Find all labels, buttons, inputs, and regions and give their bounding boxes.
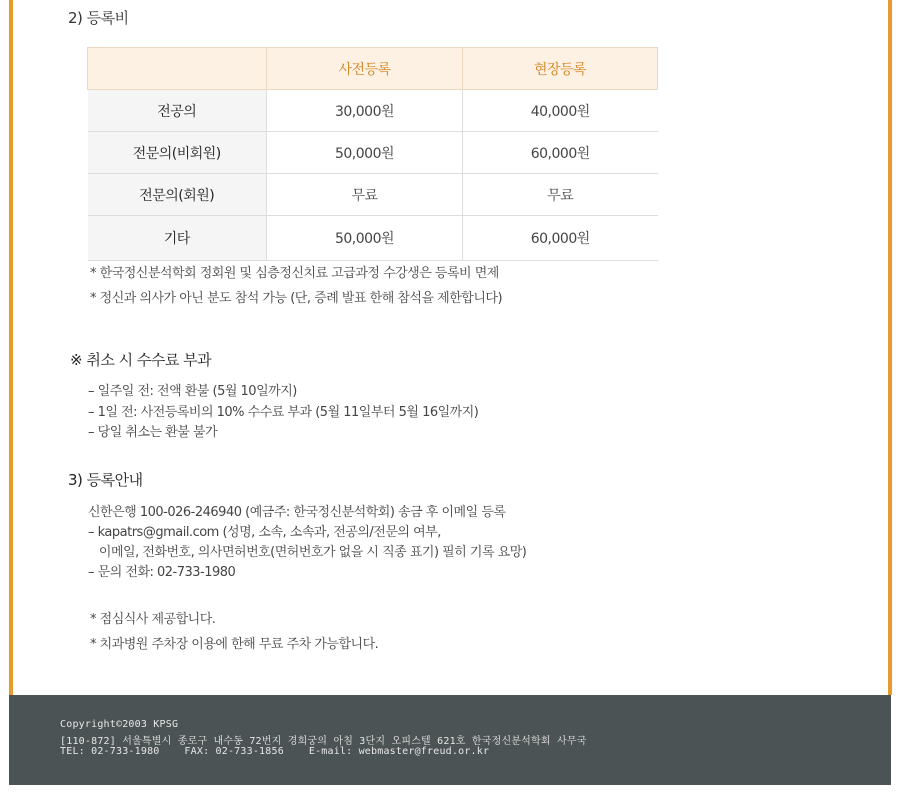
registration-email: – kapatrs@gmail.com (성명, 소속, 소속과, 전공의/전문의 여부,: [88, 525, 441, 540]
fee-table: [87, 47, 658, 261]
cancellation-item: – 일주일 전: 전액 환불 (5월 10일까지): [88, 384, 297, 399]
footer-copyright: Copyright©2003 KPSG: [60, 719, 179, 730]
fee-table-header: [88, 48, 658, 90]
advance-fee: 50,000원: [267, 216, 463, 261]
registration-bank: 신한은행 100-026-246940 (예금주: 한국정신분석학회) 송금 후 이메일 등록: [88, 505, 506, 520]
row-label: 전공의: [88, 90, 267, 132]
cancellation-item: – 1일 전: 사전등록비의 10% 수수료 부과 (5월 11일부터 5월 16일까지): [88, 405, 479, 420]
row-label: 전문의(회원): [88, 174, 267, 216]
table-row: [88, 174, 658, 216]
table-row: [88, 90, 658, 132]
header-onsite: 현장등록: [463, 48, 658, 90]
parking-note: * 치과병원 주차장 이용에 한해 무료 주차 가능합니다.: [90, 637, 379, 652]
cancellation-heading: ※ 취소 시 수수료 부과: [70, 351, 212, 369]
advance-fee: 무료: [267, 174, 463, 216]
advance-fee: 50,000원: [267, 132, 463, 174]
site-footer: [9, 695, 891, 785]
registration-phone: – 문의 전화: 02-733-1980: [88, 565, 236, 580]
onsite-fee: 40,000원: [463, 90, 658, 132]
footer-address: [110-872] 서울특별시 종로구 내수동 72번지 경희궁의 아침 3단지 오피스텔 621호 한국정신분석학회 사무국: [60, 736, 587, 747]
registration-email-cont: 이메일, 전화번호, 의사면허번호(면허번호가 없을 시 직종 표기) 필히 기록 요망): [88, 545, 527, 560]
lunch-note: * 점심식사 제공합니다.: [90, 612, 216, 627]
onsite-fee: 무료: [463, 174, 658, 216]
table-row: [88, 216, 658, 261]
fee-note-attendance: * 정신과 의사가 아닌 분도 참석 가능 (단, 증례 발표 한해 참석을 제한합니다): [90, 291, 503, 306]
header-advance: 사전등록: [267, 48, 463, 90]
onsite-fee: 60,000원: [463, 132, 658, 174]
onsite-fee: 60,000원: [463, 216, 658, 261]
fee-note-exemption: * 한국정신분석학회 정회원 및 심층정신치료 고급과정 수강생은 등록비 면제: [90, 266, 499, 281]
fees-heading: 2) 등록비: [68, 9, 129, 27]
header-blank: [88, 48, 267, 90]
row-label: 전문의(비회원): [88, 132, 267, 174]
row-label: 기타: [88, 216, 267, 261]
registration-heading: 3) 등록안내: [68, 471, 143, 489]
footer-contact: TEL: 02-733-1980 FAX: 02-733-1856 E-mail: webmaster@freud.or.kr: [60, 746, 490, 757]
table-row: [88, 132, 658, 174]
advance-fee: 30,000원: [267, 90, 463, 132]
cancellation-item: – 당일 취소는 환불 불가: [88, 425, 218, 440]
